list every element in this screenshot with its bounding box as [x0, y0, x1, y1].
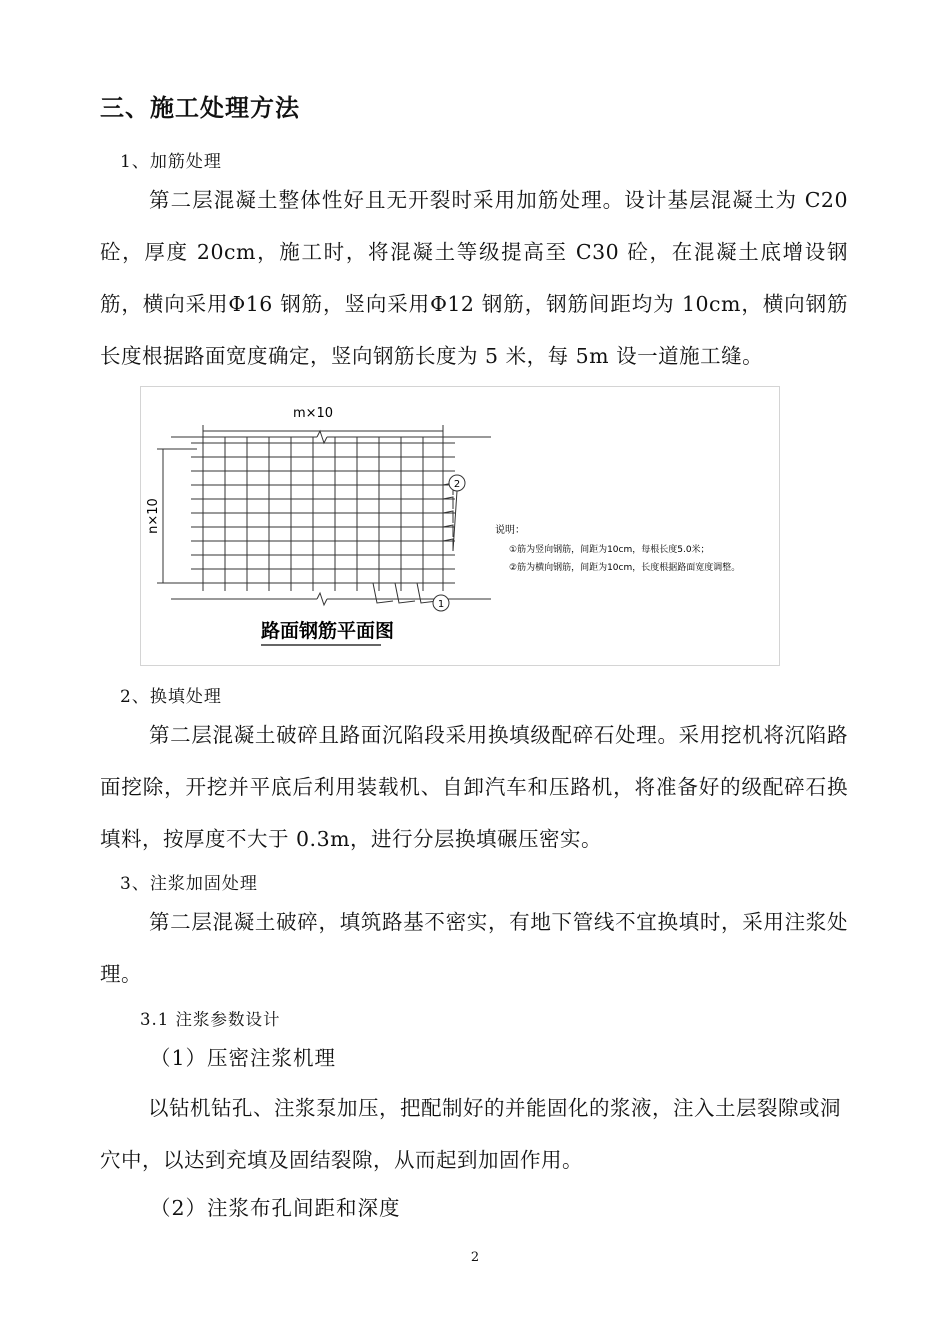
paragraph-compaction-grouting: 以钻机钻孔、注浆泵加压，把配制好的并能固化的浆液，注入土层裂隙或洞穴中，以达到充填及固结裂隙，从而起到加固作用。: [100, 1096, 841, 1172]
subsection-grouting: 3、注浆加固处理: [120, 874, 258, 894]
side-dimension-label: n×10: [146, 498, 161, 534]
paragraph-replacement: 第二层混凝土破碎且路面沉陷段采用换填级配碎石处理。采用挖机将沉陷路面挖除，开挖并平底后利用装载机、自卸汽车和压路机，将准备好的级配碎石换填料，按厚度不大于 0.3m，进行分层换填碾压密实。: [100, 723, 848, 851]
callout-1-label: 1: [437, 599, 445, 610]
rebar-plan-figure: [140, 386, 780, 666]
subsection-reinforcement: 1、加筋处理: [120, 152, 222, 172]
callout-1-leaders: [373, 583, 437, 603]
paragraph-reinforcement: 第二层混凝土整体性好且无开裂时采用加筋处理。设计基层混凝土为 C20 砼，厚度 20cm，施工时，将混凝土等级提高至 C30 砼，在混凝土底增设钢筋，横向采用Φ16 钢筋，竖向采用Φ12 钢筋，钢筋间距均为 10cm，横向钢筋长度根据路面宽度确定，竖向钢筋长度为 5 米，每 5m 设一道施工缝。: [100, 188, 848, 368]
rebar-horizontal-lines: [191, 443, 455, 583]
figure-note-2: ②筋为横向钢筋，间距为10cm，长度根据路面宽度调整。: [509, 563, 741, 573]
page-number: 2: [470, 1250, 480, 1265]
subsection-grouting-parameters: 3.1 注浆参数设计: [140, 1010, 281, 1029]
paragraph-grouting: 第二层混凝土破碎，填筑路基不密实，有地下管线不宜换填时，采用注浆处理。: [100, 910, 848, 986]
heading-hole-spacing-depth: （2）注浆布孔间距和深度: [150, 1196, 401, 1220]
top-dimension-label: m×10: [292, 406, 334, 421]
rebar-grid-drawing: [141, 387, 779, 665]
heading-compaction-grouting: （1）压密注浆机理: [150, 1046, 337, 1070]
subsection-replacement: 2、换填处理: [120, 687, 222, 707]
section-title: 三、施工处理方法: [100, 94, 300, 122]
rebar-vertical-lines: [203, 437, 443, 591]
figure-caption: 路面钢筋平面图: [261, 620, 395, 642]
figure-note-1: ①筋为竖向钢筋，间距为10cm，每根长度5.0米；: [509, 545, 710, 555]
callout-2-label: 2: [453, 479, 461, 490]
figure-notes-title: 说明：: [495, 525, 525, 536]
left-dimension-line: [157, 449, 197, 583]
